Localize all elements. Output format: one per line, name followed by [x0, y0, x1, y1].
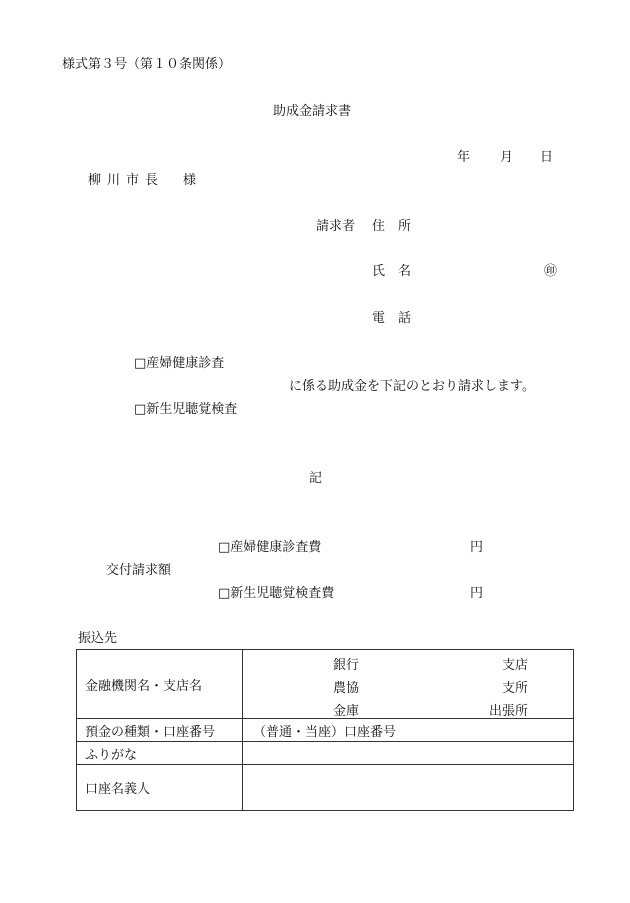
branch-label: 支店 [502, 658, 529, 673]
addressee: 柳川市長 様 [88, 173, 203, 188]
date-month-label: 月 [500, 150, 514, 165]
furigana-cell[interactable] [243, 742, 574, 765]
checkbox[interactable]: □ [134, 402, 147, 417]
option-prenatal-checkup[interactable] [134, 356, 224, 372]
account-cell[interactable]: （普通・当座）口座番号 [243, 719, 574, 742]
agri-branch-label: 支所 [502, 681, 529, 696]
holder-cell[interactable] [243, 765, 574, 811]
table-row [77, 650, 574, 719]
address-label: 住 所 [372, 219, 412, 234]
furigana-label: ふりがな [77, 742, 243, 765]
shinkin-branch-label: 出張所 [489, 704, 529, 719]
phone-label: 電 話 [372, 311, 412, 326]
yen-unit: 円 [470, 586, 484, 601]
holder-label: 口座名義人 [77, 765, 243, 811]
bank-transfer-table [76, 649, 574, 811]
agri-label: 農協 [333, 681, 360, 696]
requester-label: 請求者 [316, 219, 356, 234]
checkbox[interactable]: □ [218, 586, 231, 601]
seal-mark: ㊞ [544, 264, 558, 279]
amount-newborn[interactable] [218, 586, 334, 602]
institution-cell[interactable] [243, 650, 574, 719]
yen-unit: 円 [470, 540, 484, 555]
table-row [77, 765, 574, 811]
option-label: 産婦健康診査 [146, 356, 225, 371]
shinkin-label: 金庫 [333, 704, 360, 719]
date-day-label: 日 [540, 150, 554, 165]
amount-label-main: 交付請求額 [106, 563, 172, 578]
name-label: 氏 名 [372, 264, 412, 279]
checkbox[interactable]: □ [134, 356, 147, 371]
checkbox[interactable]: □ [218, 540, 231, 555]
table-row [77, 742, 574, 765]
form-number: 様式第３号（第１０条関係） [62, 57, 232, 72]
ki-heading: 記 [309, 471, 323, 486]
option-label: 新生児聴覚検査 [146, 402, 238, 417]
option-newborn-hearing[interactable] [134, 402, 237, 418]
date-year-label: 年 [457, 150, 471, 165]
amount-label: 産婦健康診査費 [230, 540, 322, 555]
bank-label: 銀行 [333, 658, 360, 673]
amount-prenatal[interactable] [218, 540, 321, 556]
institution-label: 金融機関名・支店名 [77, 650, 243, 719]
document-title: 助成金請求書 [273, 104, 352, 119]
account-label: 預金の種類・口座番号 [77, 719, 243, 742]
amount-label: 新生児聴覚検査費 [230, 586, 335, 601]
transfer-heading: 振込先 [78, 631, 118, 646]
request-sentence: に係る助成金を下記のとおり請求します。 [289, 379, 535, 394]
table-row [77, 719, 574, 742]
